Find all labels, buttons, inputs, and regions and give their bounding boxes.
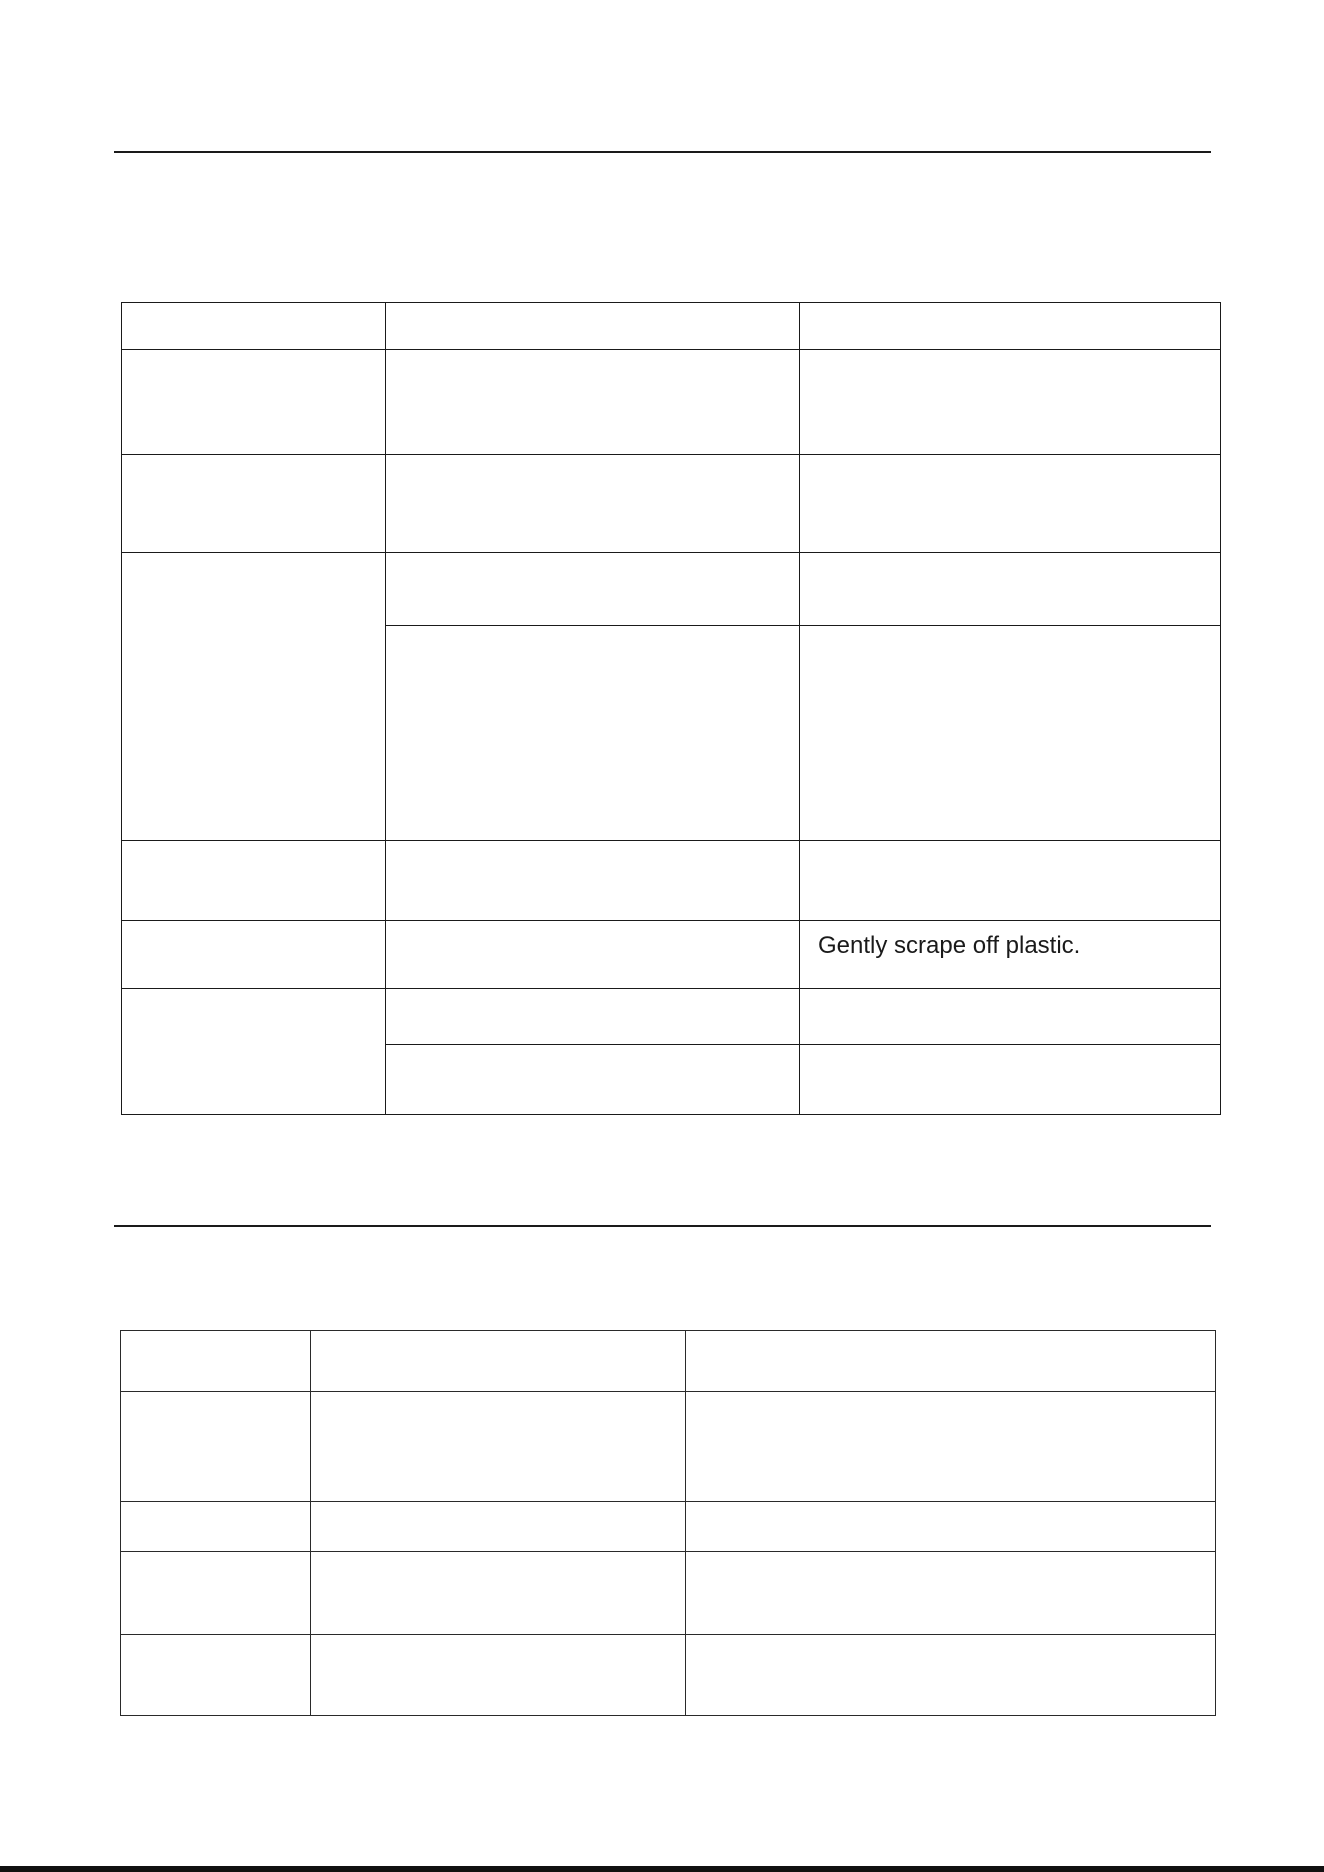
middle-horizontal-rule (114, 1225, 1211, 1227)
table1-row2-col1 (121, 454, 386, 553)
table1-row6b-col3 (799, 1044, 1221, 1115)
table1-row1-col3 (799, 349, 1221, 455)
table2-row1-col2 (310, 1391, 686, 1502)
table1-row6b-col2 (385, 1044, 800, 1115)
table1-row1-col1 (121, 349, 386, 455)
table1-row2-col2 (385, 454, 800, 553)
table2-row4-col3 (685, 1634, 1216, 1716)
table1-row4-col2 (385, 840, 800, 921)
table1-header-cell-1 (121, 302, 386, 350)
page-bottom-edge (0, 1866, 1324, 1872)
table2-header-cell-2 (310, 1330, 686, 1392)
table1-row5-col3 (799, 920, 1221, 989)
table1-row2-col3 (799, 454, 1221, 553)
table2-row1-col1 (120, 1391, 311, 1502)
top-horizontal-rule (114, 151, 1211, 153)
table1-row3-col1-merged (121, 552, 386, 841)
table2-row3-col1 (120, 1551, 311, 1635)
table2-row3-col2 (310, 1551, 686, 1635)
table1-row3b-col2 (385, 625, 800, 841)
table1-row5-col1 (121, 920, 386, 989)
table2-header-cell-3 (685, 1330, 1216, 1392)
table1-row4-col3 (799, 840, 1221, 921)
table1-row4-col1 (121, 840, 386, 921)
table2-row4-col1 (120, 1634, 311, 1716)
table1-row6-col1-merged (121, 988, 386, 1115)
table1-row1-col2 (385, 349, 800, 455)
table1-row3a-col2 (385, 552, 800, 626)
table1-row3a-col3 (799, 552, 1221, 626)
table2-row2-col3 (685, 1501, 1216, 1552)
table1-row6a-col3 (799, 988, 1221, 1045)
table2-row3-col3 (685, 1551, 1216, 1635)
table1-row3b-col3 (799, 625, 1221, 841)
table1-row6a-col2 (385, 988, 800, 1045)
table1-header-cell-2 (385, 302, 800, 350)
table1-row5-col2 (385, 920, 800, 989)
table2-row2-col2 (310, 1501, 686, 1552)
table2-row4-col2 (310, 1634, 686, 1716)
table2-row2-col1 (120, 1501, 311, 1552)
table1-header-cell-3 (799, 302, 1221, 350)
table2-row1-col3 (685, 1391, 1216, 1502)
table2-header-cell-1 (120, 1330, 311, 1392)
remedy-scrape-plastic-text: Gently scrape off plastic. (818, 932, 1081, 959)
